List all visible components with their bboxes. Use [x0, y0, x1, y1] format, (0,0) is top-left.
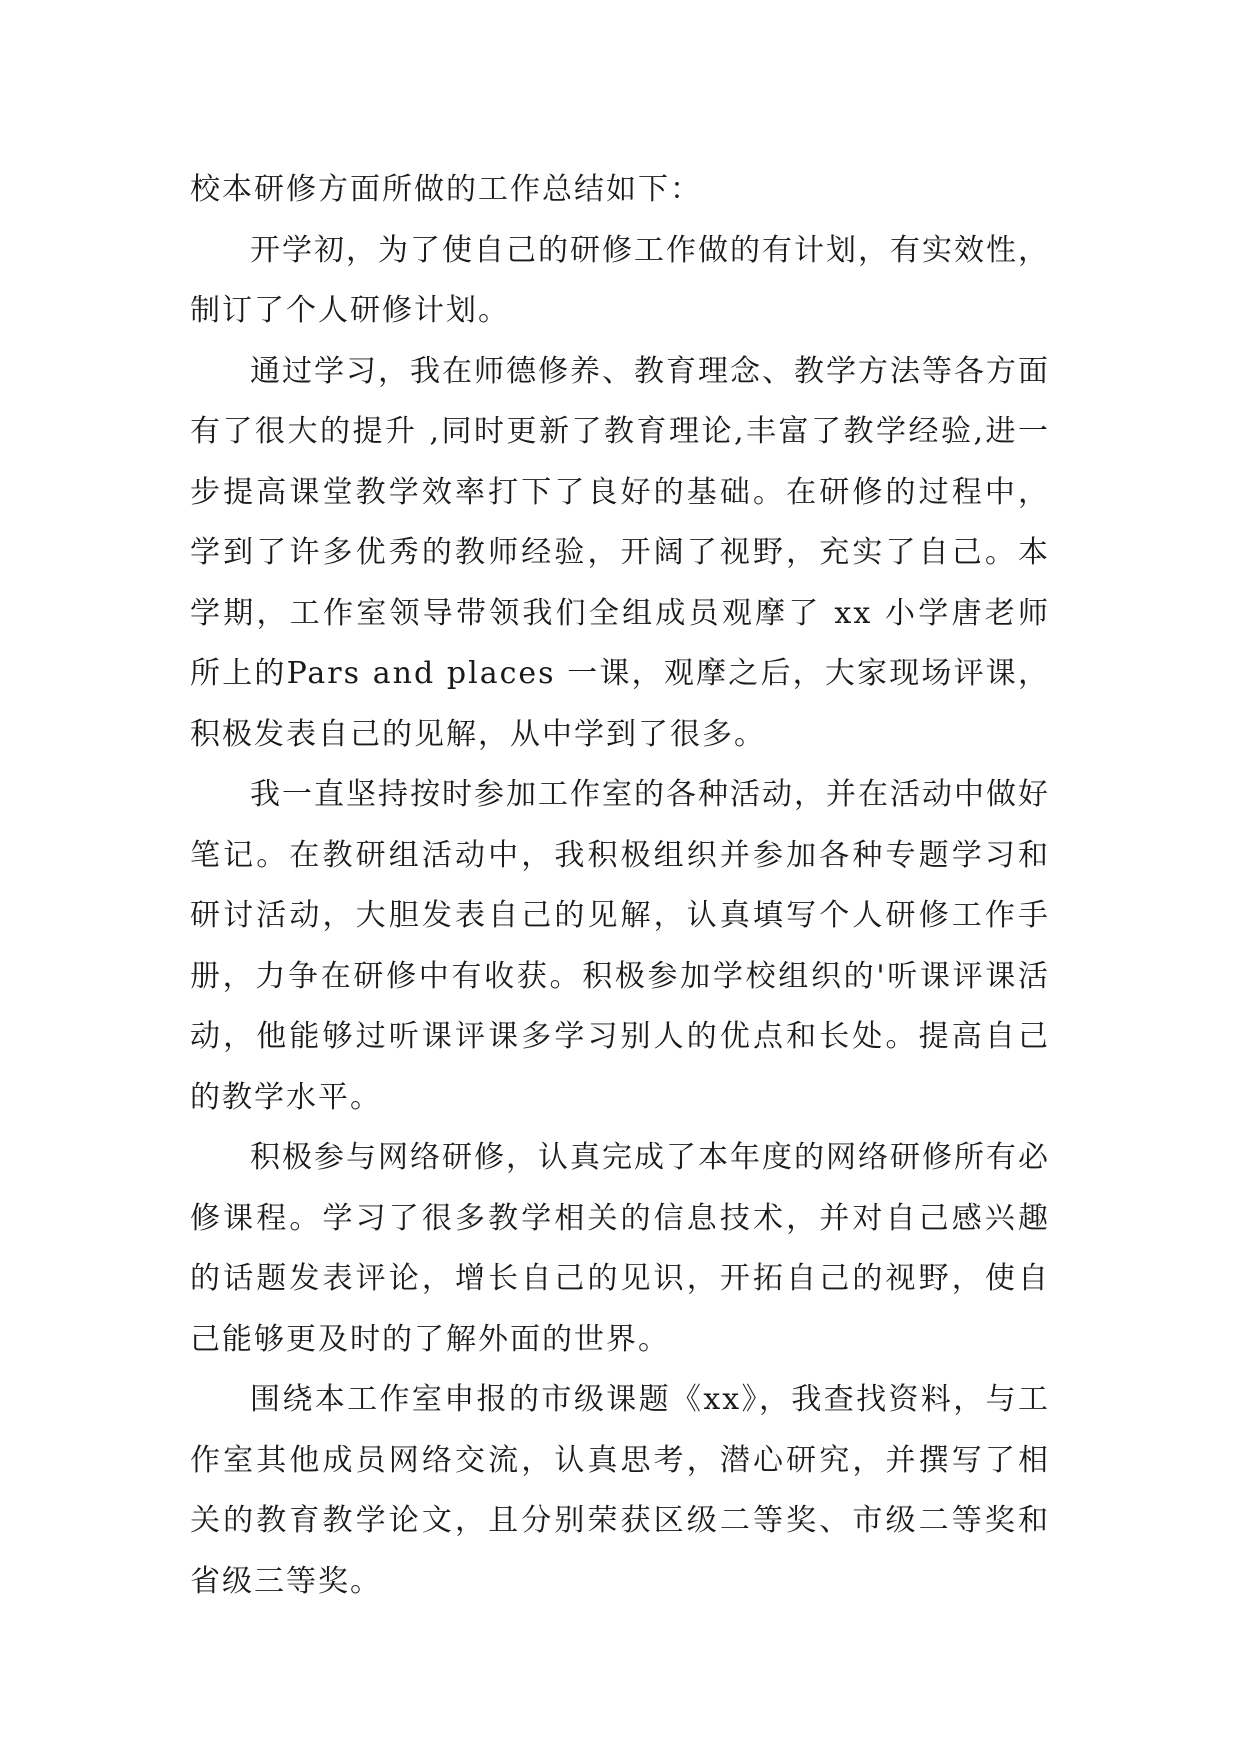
paragraph-online-study: 积极参与网络研修，认真完成了本年度的网络研修所有必修课程。学习了很多教学相关的信息技术，并对自己感兴趣的话题发表评论，增长自己的见识，开拓自己的视野，使自己能够更及时的了解外面的世界。 [190, 1140, 1050, 1357]
paragraph-plan: 开学初，为了使自己的研修工作做的有计划，有实效性，制订了个人研修计划。 [190, 232, 1050, 328]
paragraph-activities: 我一直坚持按时参加工作室的各种活动，并在活动中做好笔记。在教研组活动中，我积极组织并参加各种专题学习和研讨活动，大胆发表自己的见解，认真填写个人研修工作手册，力争在研修中有收获。积极参加学校组织的'听课评课活动，他能够过听课评课多学习别人的优点和长处。提高自己的教学水平。 [190, 777, 1050, 1115]
document-body [190, 160, 1050, 1612]
paragraph-intro: 校本研修方面所做的工作总结如下： [190, 172, 702, 207]
paragraph-learning: 通过学习，我在师德修养、教育理念、教学方法等各方面有了很大的提升 ,同时更新了教育理论,丰富了教学经验,进一步提高课堂教学效率打下了良好的基础。在研修的过程中，学到了许多优秀的教师经验，开阔了视野，充实了自己。本学期，工作室领导带领我们全组成员观摩了 xx 小学唐老师所上的Pars and places 一课，观摩之后，大家现场评课，积极发表自己的见解，从中学到了很多。 [190, 353, 1050, 752]
paragraph-research: 围绕本工作室申报的市级课题《xx》，我查找资料，与工作室其他成员网络交流，认真思考，潜心研究，并撰写了相关的教育教学论文，且分别荣获区级二等奖、市级二等奖和省级三等奖。 [190, 1382, 1050, 1599]
